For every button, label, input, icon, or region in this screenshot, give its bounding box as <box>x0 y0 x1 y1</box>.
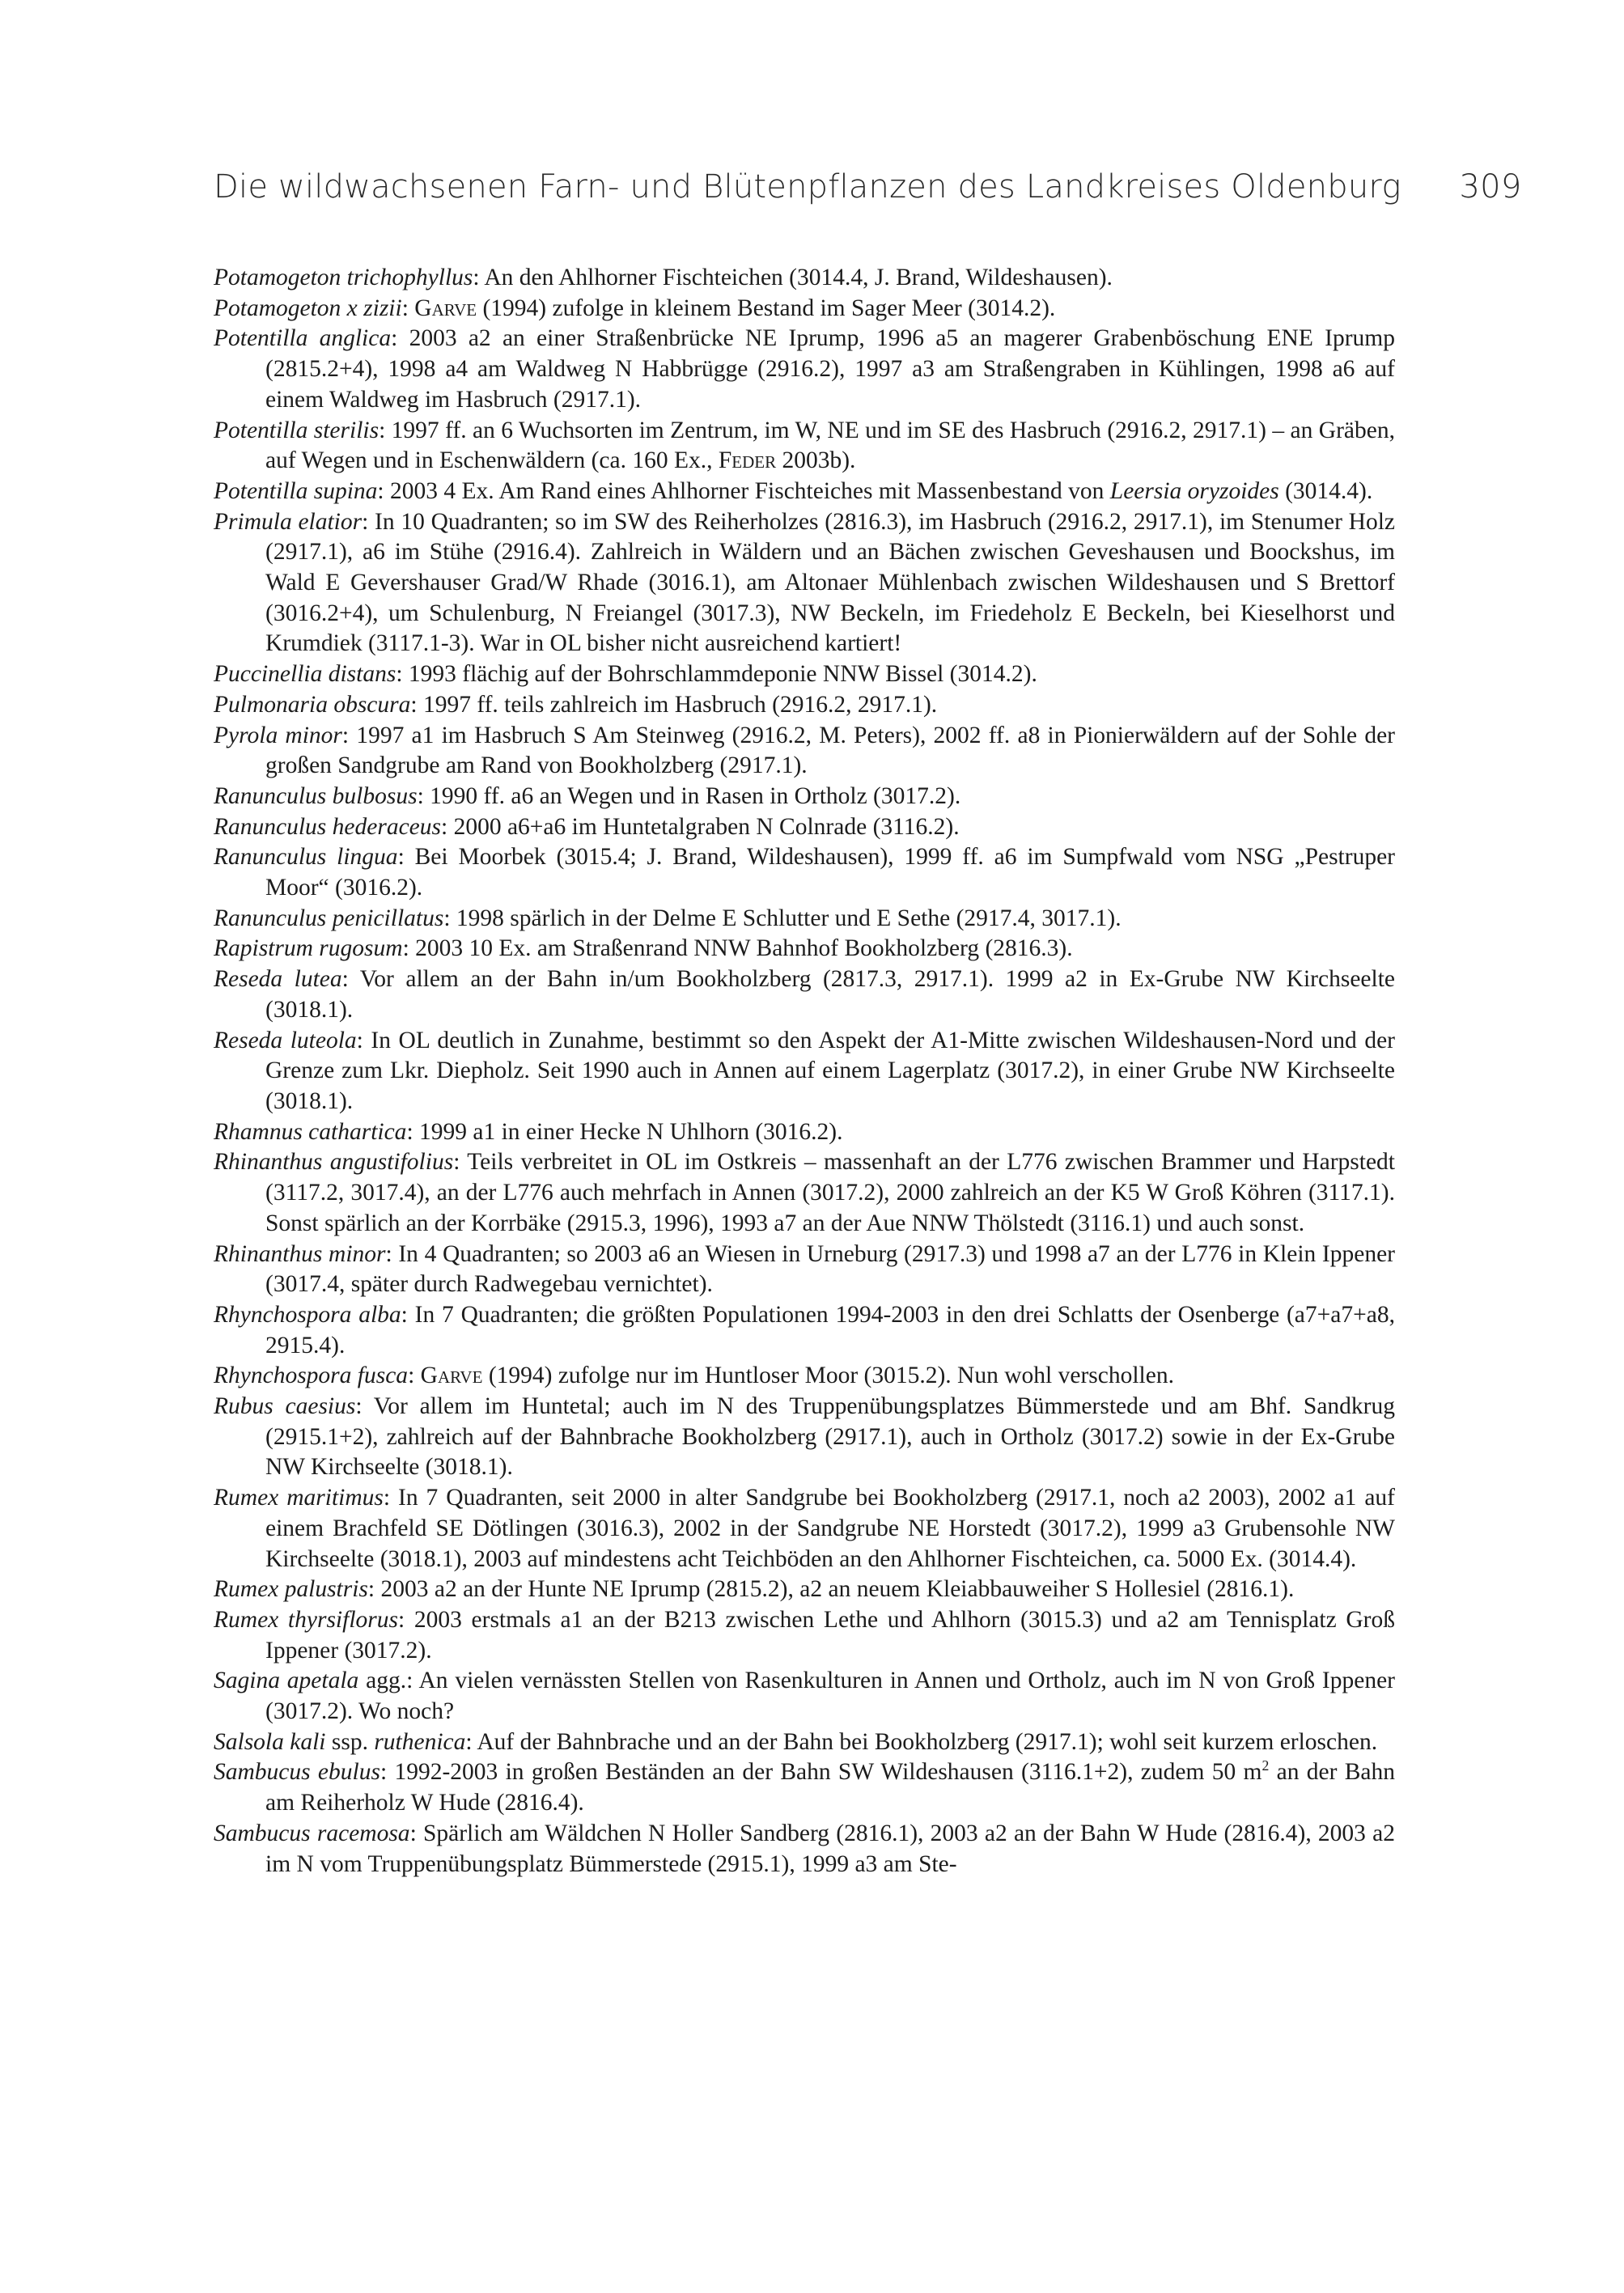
species-name: Ranunculus bulbosus <box>214 782 418 809</box>
entry-text: : 1997 ff. teils zahlreich im Hasbruch (2916.2, 2917.1). <box>410 691 938 718</box>
species-entry <box>214 1666 1395 1727</box>
entry-text: : 1990 ff. a6 an Wegen und in Rasen in Ortholz (3017.2). <box>417 782 961 809</box>
entry-text: 2003b). <box>776 447 856 474</box>
species-entry <box>214 416 1395 477</box>
entry-text: : In 7 Quadranten; die größten Populationen 1994-2003 in den drei Schlatts der Osenberge (a7+a7+a8, 2915.4). <box>265 1301 1395 1358</box>
species-entry <box>214 1605 1395 1666</box>
entry-text: : In 10 Quadranten; so im SW des Reiherholzes (2816.3), im Hasbruch (2916.2, 2917.1), im Stenumer Holz (2917.1), a6 im Stühe (2916.4). Zahlreich in Wäldern und an Bächen zwischen Geveshausen und Boockshus, im Wald E Gevershauser Grad/W Rhade (3016.1), am Altonaer Mühlenbach zwischen Wildeshausen und S Brettorf (3016.2+4), um Schulenburg, N Freiangel (3017.3), NW Beckeln, im Friedeholz E Beckeln, bei Kieselhorst und Krumdiek (3117.1-3). War in OL bisher nicht ausreichend kartiert! <box>265 508 1395 657</box>
entry-text: : 1992-2003 in großen Beständen an der Bahn SW Wildeshausen (3116.1+2), zudem 50 m <box>379 1759 1262 1786</box>
entry-text: an der Bahn am Reiherholz W Hude (2816.4). <box>265 1759 1395 1816</box>
species-name: Rumex thyrsiflorus <box>214 1606 398 1633</box>
species-entry <box>214 721 1395 782</box>
species-name: Rumex palustris <box>214 1576 368 1603</box>
species-name: Sagina apetala <box>214 1668 359 1694</box>
species-entry <box>214 1819 1395 1880</box>
header-title: Die wildwachsenen Farn- und Blütenpflanzen des Landkreises Oldenburg <box>214 168 1401 206</box>
species-name: Leersia oryzoides <box>1109 477 1279 504</box>
author-citation: Garve <box>420 1363 483 1389</box>
species-name: Ranunculus lingua <box>214 844 398 871</box>
species-name: Potamogeton x zizii <box>214 295 402 321</box>
species-name: Pulmonaria obscura <box>214 691 411 718</box>
species-name: Rumex maritimus <box>214 1485 384 1511</box>
species-name: Rhamnus cathartica <box>214 1118 407 1145</box>
entry-text: : Vor allem an der Bahn in/um Bookholzberg (2817.3, 2917.1). 1999 a2 in Ex-Grube NW Kirchseelte (3018.1). <box>265 966 1395 1023</box>
species-name: Rhinanthus angustifolius <box>214 1149 454 1176</box>
species-entry <box>214 782 1395 812</box>
entry-text: : 1998 spärlich in der Delme E Schlutter und E Sethe (2917.4, 3017.1). <box>443 905 1122 931</box>
entry-text: : 2003 a2 an einer Straßenbrücke NE Iprump, 1996 a5 an magerer Grabenböschung ENE Iprump (2815.2+4), 1998 a4 am Waldweg N Habbrügge (2916.2), 1997 a3 am Straßengraben in Kühlingen, 1998 a6 auf einem Waldweg im Hasbruch (2917.1). <box>265 325 1395 413</box>
page-number: 309 <box>1459 168 1522 206</box>
species-entry <box>214 812 1395 843</box>
species-entry <box>214 324 1395 415</box>
author-citation: Garve <box>414 295 477 321</box>
entry-text: : 2000 a6+a6 im Huntetalgraben N Colnrade (3116.2). <box>441 813 960 840</box>
species-name: Potamogeton trichophyllus <box>214 265 473 290</box>
entry-text: : 1997 a1 im Hasbruch S Am Steinweg (2916.2, M. Peters), 2002 ff. a8 in Pionierwäldern auf der Sohle der großen Sandgrube am Rand von Bookholzberg (2917.1). <box>265 722 1395 779</box>
entry-text: : 1999 a1 in einer Hecke N Uhlhorn (3016.2). <box>406 1118 843 1145</box>
species-entry <box>214 477 1395 507</box>
species-name: Rhynchospora fusca <box>214 1363 409 1389</box>
species-name: Sambucus ebulus <box>214 1759 380 1786</box>
species-entry <box>214 1300 1395 1361</box>
entry-text: : 1997 ff. an 6 Wuchsorten im Zentrum, im W, NE und im SE des Hasbruch (2916.2, 2917.1) – an Gräben, auf Wegen und in Eschenwäldern (ca. 160 Ex., <box>265 417 1395 474</box>
entry-text: : In 7 Quadranten, seit 2000 in alter Sandgrube bei Bookholzberg (2917.1, noch a2 2003), 2002 a1 auf einem Brachfeld SE Dötlingen (3016.3), 2002 in der Sandgrube NE Horstedt (3017.2), 1999 a3 Grubensohle NW Kirchseelte (3018.1), 2003 auf mindestens acht Teichböden an den Ahlhorner Fischteichen, ca. 5000 Ex. (3014.4). <box>265 1485 1395 1572</box>
species-entry <box>214 964 1395 1025</box>
species-entry <box>214 1240 1395 1300</box>
species-name: Ranunculus hederaceus <box>214 813 441 840</box>
taxon-qualifier: ssp. <box>331 1728 368 1755</box>
species-name: Sambucus racemosa <box>214 1820 410 1846</box>
species-name: Potentilla sterilis <box>214 417 379 443</box>
entry-text: : In OL deutlich in Zunahme, bestimmt so den Aspekt der A1-Mitte zwischen Wildeshausen-Nord und der Grenze zum Lkr. Diepholz. Seit 1990 auch in Annen auf einem Lagerplatz (3017.2), in einer Grube NW Kirchseelte (3018.1). <box>265 1027 1395 1114</box>
species-name: Primula elatior <box>214 508 363 535</box>
species-entry <box>214 1147 1395 1239</box>
taxon-qualifier: agg. <box>366 1668 407 1694</box>
species-name: Reseda luteola <box>214 1027 357 1053</box>
superscript: 2 <box>1261 1757 1270 1774</box>
entry-text: : An vielen vernässten Stellen von Rasenkulturen in Annen und Ortholz, auch im N von Groß Ippener (3017.2). Wo noch? <box>265 1668 1395 1725</box>
species-name: Reseda lutea <box>214 966 342 993</box>
species-name: Ranunculus penicillatus <box>214 905 444 931</box>
entry-text: : 1993 flächig auf der Bohrschlammdeponie NNW Bissel (3014.2). <box>396 661 1037 688</box>
entry-text: : <box>401 295 415 321</box>
species-name: Rhynchospora alba <box>214 1301 401 1328</box>
species-name: Potentilla anglica <box>214 325 392 352</box>
entry-text: : In 4 Quadranten; so 2003 a6 an Wiesen in Urneburg (2917.3) und 1998 a7 an der L776 in Klein Ippener (3017.4, später durch Radwegebau vernichtet). <box>265 1240 1395 1298</box>
entry-text: : 2003 erstmals a1 an der B213 zwischen Lethe und Ahlhorn (3015.3) und a2 am Tennisplatz Groß Ippener (3017.2). <box>265 1606 1395 1664</box>
species-name: Salsola kali <box>214 1728 326 1755</box>
entry-text: : Vor allem im Huntetal; auch im N des Truppenübungsplatzes Bümmerstede und am Bhf. Sandkrug (2915.1+2), zahlreich auf der Bahnbrache Bookholzberg (2917.1), auch in Ortholz (3017.2) sowie in der Ex-Grube NW Kirchseelte (3018.1). <box>265 1393 1395 1481</box>
species-name: Pyrola minor <box>214 722 342 748</box>
entry-text: : 2003 10 Ex. am Straßenrand NNW Bahnhof Bookholzberg (2816.3). <box>402 935 1073 962</box>
entry-text: : Bei Moorbek (3015.4; J. Brand, Wildeshausen), 1999 ff. a6 im Sumpfwald vom NSG „Pestruper Moor“ (3016.2). <box>265 844 1395 901</box>
subspecies-name: ruthenica <box>374 1728 466 1755</box>
species-entry <box>214 690 1395 721</box>
species-name: Rapistrum rugosum <box>214 935 403 962</box>
entry-text: : 2003 a2 an der Hunte NE Iprump (2815.2), a2 an neuem Kleiabbauweiher S Hollesiel (2816.1). <box>367 1576 1295 1603</box>
species-entry <box>214 1727 1395 1758</box>
entry-text: (1994) zufolge nur im Huntloser Moor (3015.2). Nun wohl verschollen. <box>482 1363 1174 1389</box>
running-header <box>214 168 1522 206</box>
species-entry <box>214 1757 1395 1818</box>
entry-text: : Spärlich am Wäldchen N Holler Sandberg (2816.1), 2003 a2 an der Bahn W Hude (2816.4), 2003 a2 im N vom Truppenübungsplatz Bümmerstede (2915.1), 1999 a3 am Ste- <box>265 1820 1395 1877</box>
entry-text: (3014.4). <box>1278 477 1373 504</box>
entry-text: : Auf der Bahnbrache und an der Bahn bei Bookholzberg (2917.1); wohl seit kurzem erloschen. <box>465 1728 1378 1755</box>
species-entry <box>214 294 1395 324</box>
entry-text: (1994) zufolge in kleinem Bestand im Sager Meer (3014.2). <box>477 295 1056 321</box>
species-entry <box>214 1026 1395 1117</box>
species-entry <box>214 1483 1395 1575</box>
species-entry <box>214 1361 1395 1392</box>
species-entry <box>214 1392 1395 1483</box>
species-name: Puccinellia distans <box>214 661 396 688</box>
species-entry <box>214 842 1395 903</box>
species-list <box>214 263 1395 1880</box>
species-entry <box>214 934 1395 964</box>
species-name: Rhinanthus minor <box>214 1240 386 1267</box>
entry-text: : 2003 4 Ex. Am Rand eines Ahlhorner Fischteiches mit Massenbestand von <box>377 477 1110 504</box>
species-entry <box>214 1575 1395 1605</box>
species-entry <box>214 1117 1395 1148</box>
species-entry <box>214 263 1395 294</box>
entry-text: : An den Ahlhorner Fischteichen (3014.4, J. Brand, Wildeshausen). <box>473 265 1113 290</box>
species-name: Potentilla supina <box>214 477 378 504</box>
species-entry <box>214 507 1395 660</box>
entry-text: : <box>408 1363 421 1389</box>
entry-text: : Teils verbreitet in OL im Ostkreis – massenhaft an der L776 zwischen Brammer und Harpstedt (3117.2, 3017.4), an der L776 auch mehrfach in Annen (3017.2), 2000 zahlreich an der K5 W Groß Köhren (3117.1). Sonst spärlich an der Korrbäke (2915.3, 1996), 1993 a7 an der Aue NNW Thölstedt (3116.1) und auch sonst. <box>265 1149 1395 1236</box>
species-entry <box>214 659 1395 690</box>
species-entry <box>214 904 1395 935</box>
author-citation: Feder <box>718 447 777 474</box>
species-name: Rubus caesius <box>214 1393 356 1420</box>
